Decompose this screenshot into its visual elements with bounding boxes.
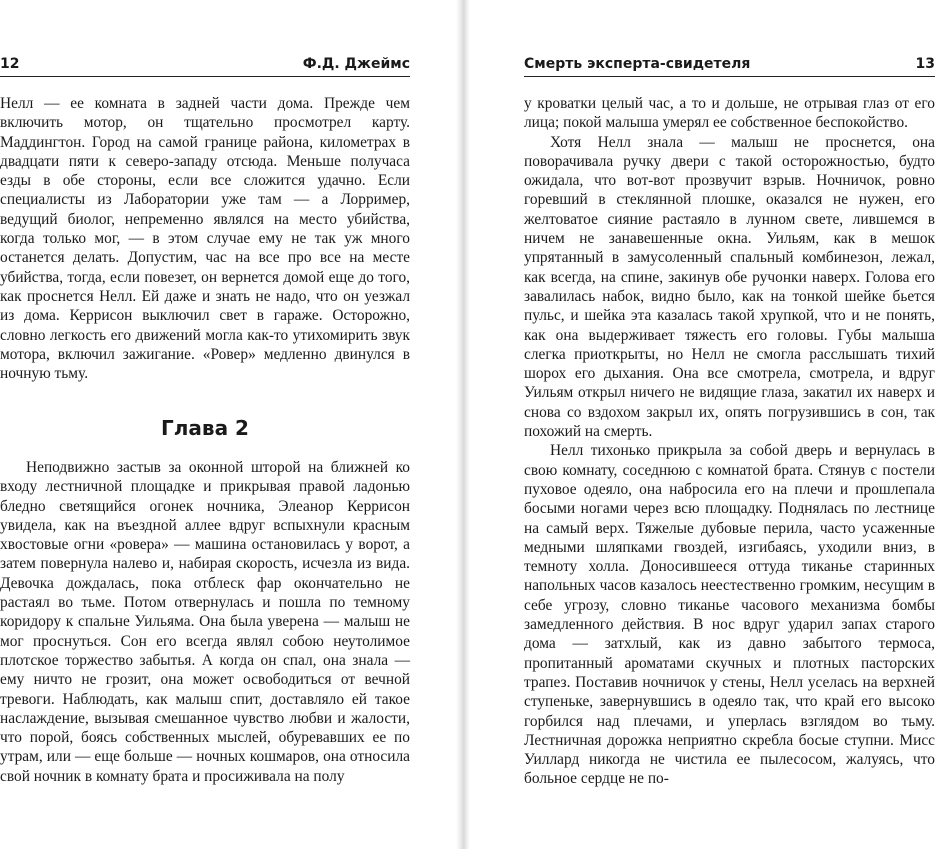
right-running-title: Смерть эксперта-свидетеля — [524, 56, 751, 72]
right-text — [524, 94, 935, 789]
left-text-top — [0, 94, 410, 383]
left-page — [0, 0, 456, 849]
paragraph: Неподвижно застыв за оконной шторой на ближней ко входу лестничной площадке и прикрывая правой ладонью бледно светящийся огонек ночника, Элеанор Керрисон увидела, как на въездной аллее вдруг вспыхнули красным хвостовые огни «ровера» — машина остановилась у ворот, а затем повернула налево и, набирая скорость, исчезла из вида. Девочка дождалась, пока отблеск фар окончательно не растаял во тьме. Потом отвернулась и пошла по темному коридору к спальне Уильяма. Она была уверена — малыш не мог проснуться. Сон его всегда являл собою неутолимое плотское торжество забытья. А когда он спал, она знала — ему ничто не грозит, она может освободиться от вечной тревоги. Наблюдать, как малыш спит, доставляло ей такое наслаждение, вызывая смешанное чувство любви и жалости, что порой, боясь собственных мыслей, обуревавших ее по утрам, или — еще больше — ночных кошмаров, она относила свой ночник в комнату брата и просиживала на полу — [0, 459, 410, 785]
paragraph: Хотя Нелл знала — малыш не проснется, она поворачивала ручку двери с такой осторожностью, будто ожидала, что вот-вот прозвучит взрыв. Ночничок, ровно горевший в стеклянной плошке, оказался не нужен, его желтоватое сияние растаяло в лунном свете, лившемся в ничем не занавешенные окна. Уильям, как в мешок упрятанный в замусоленный спальный комбинезон, лежал, как всегда, на спине, закинув обе ручонки наверх. Голова его завалилась набок, видно было, как на тонкой шейке бьется пульс, и шейка эта казалась такой хрупкой, что и не понять, как она выдерживает тяжесть его головы. Губы малыша слегка приоткрыты, но Нелл не смогла расслышать тихий шорох его дыхания. Она все смотрела, смотрела, и вдруг Уильям открыл ничего не видящие глаза, закатил их наверх и снова со вздохом закрыл их, опять погрузившись в сон, так похожий на смерть. — [524, 133, 935, 441]
book-gutter — [456, 0, 470, 849]
left-text-bottom — [0, 458, 410, 786]
left-running-head — [0, 56, 410, 77]
left-running-title: Ф.Д. Джеймс — [302, 56, 410, 72]
paragraph: Нелл тихонько прикрыла за собой дверь и вернулась в свою комнату, соседнюю с комнатой брата. Стянув с постели пуховое одеяло, она набросила его на плечи и прошлепала босыми ногами через всю площадку. Поднялась по лестнице на самый верх. Тяжелые дубовые перила, часто усаженные медными шляпками гвоздей, изгибаясь, уходили вниз, в темноту холла. Доносившееся оттуда тиканье старинных напольных часов казалось неестественно громким, несущим в себе угрозу, словно тиканье часового механизма бомбы замедленного действия. В нос вдруг ударил запах старого дома — затхлый, как из давно забытого термоса, пропитанный ароматами скучных и плотных пасторских трапез. Поставив ночничок у стены, Нелл уселась на верхней ступеньке, завернувшись в одеяло так, что край его высоко горбился над плечами, и уперлась взглядом во тьму. Лестничная дорожка неприятно скребла босые ступни. Мисс Уиллард никогда не чистила ее пылесосом, жалуясь, что больное сердце не по- — [524, 442, 935, 788]
chapter-heading: Глава 2 — [161, 416, 249, 440]
paragraph: Нелл — ее комната в задней части дома. Прежде чем включить мотор, он тщательно просмотрел карту. Маддингтон. Город на самой границе района, километрах в двадцати пяти к северо-западу отсюда. Меньше получаса езды в обе стороны, если все сложится удачно. Если специалисты из Лаборатории уже там — а Лорример, ведущий биолог, непременно являлся на место убийства, когда только мог, — в этом случае ему не так уж много останется делать. Допустим, час на все про все на месте убийства, тогда, если повезет, он вернется домой еще до того, как проснется Нелл. Ей даже и знать не надо, что он уезжал из дома. Керрисон выключил свет в гараже. Осторожно, словно легкость его движений могла как-то утихомирить звук мотора, включил зажигание. «Ровер» медленно двинулся в ночную тьму. — [0, 95, 410, 383]
right-page — [470, 0, 935, 849]
left-page-number: 12 — [0, 56, 20, 72]
right-running-head — [524, 56, 935, 77]
paragraph: у кроватки целый час, а то и дольше, не отрывая глаз от его лица; покой малыша умерял ее собственное беспокойство. — [524, 95, 935, 132]
right-page-number: 13 — [915, 56, 935, 72]
